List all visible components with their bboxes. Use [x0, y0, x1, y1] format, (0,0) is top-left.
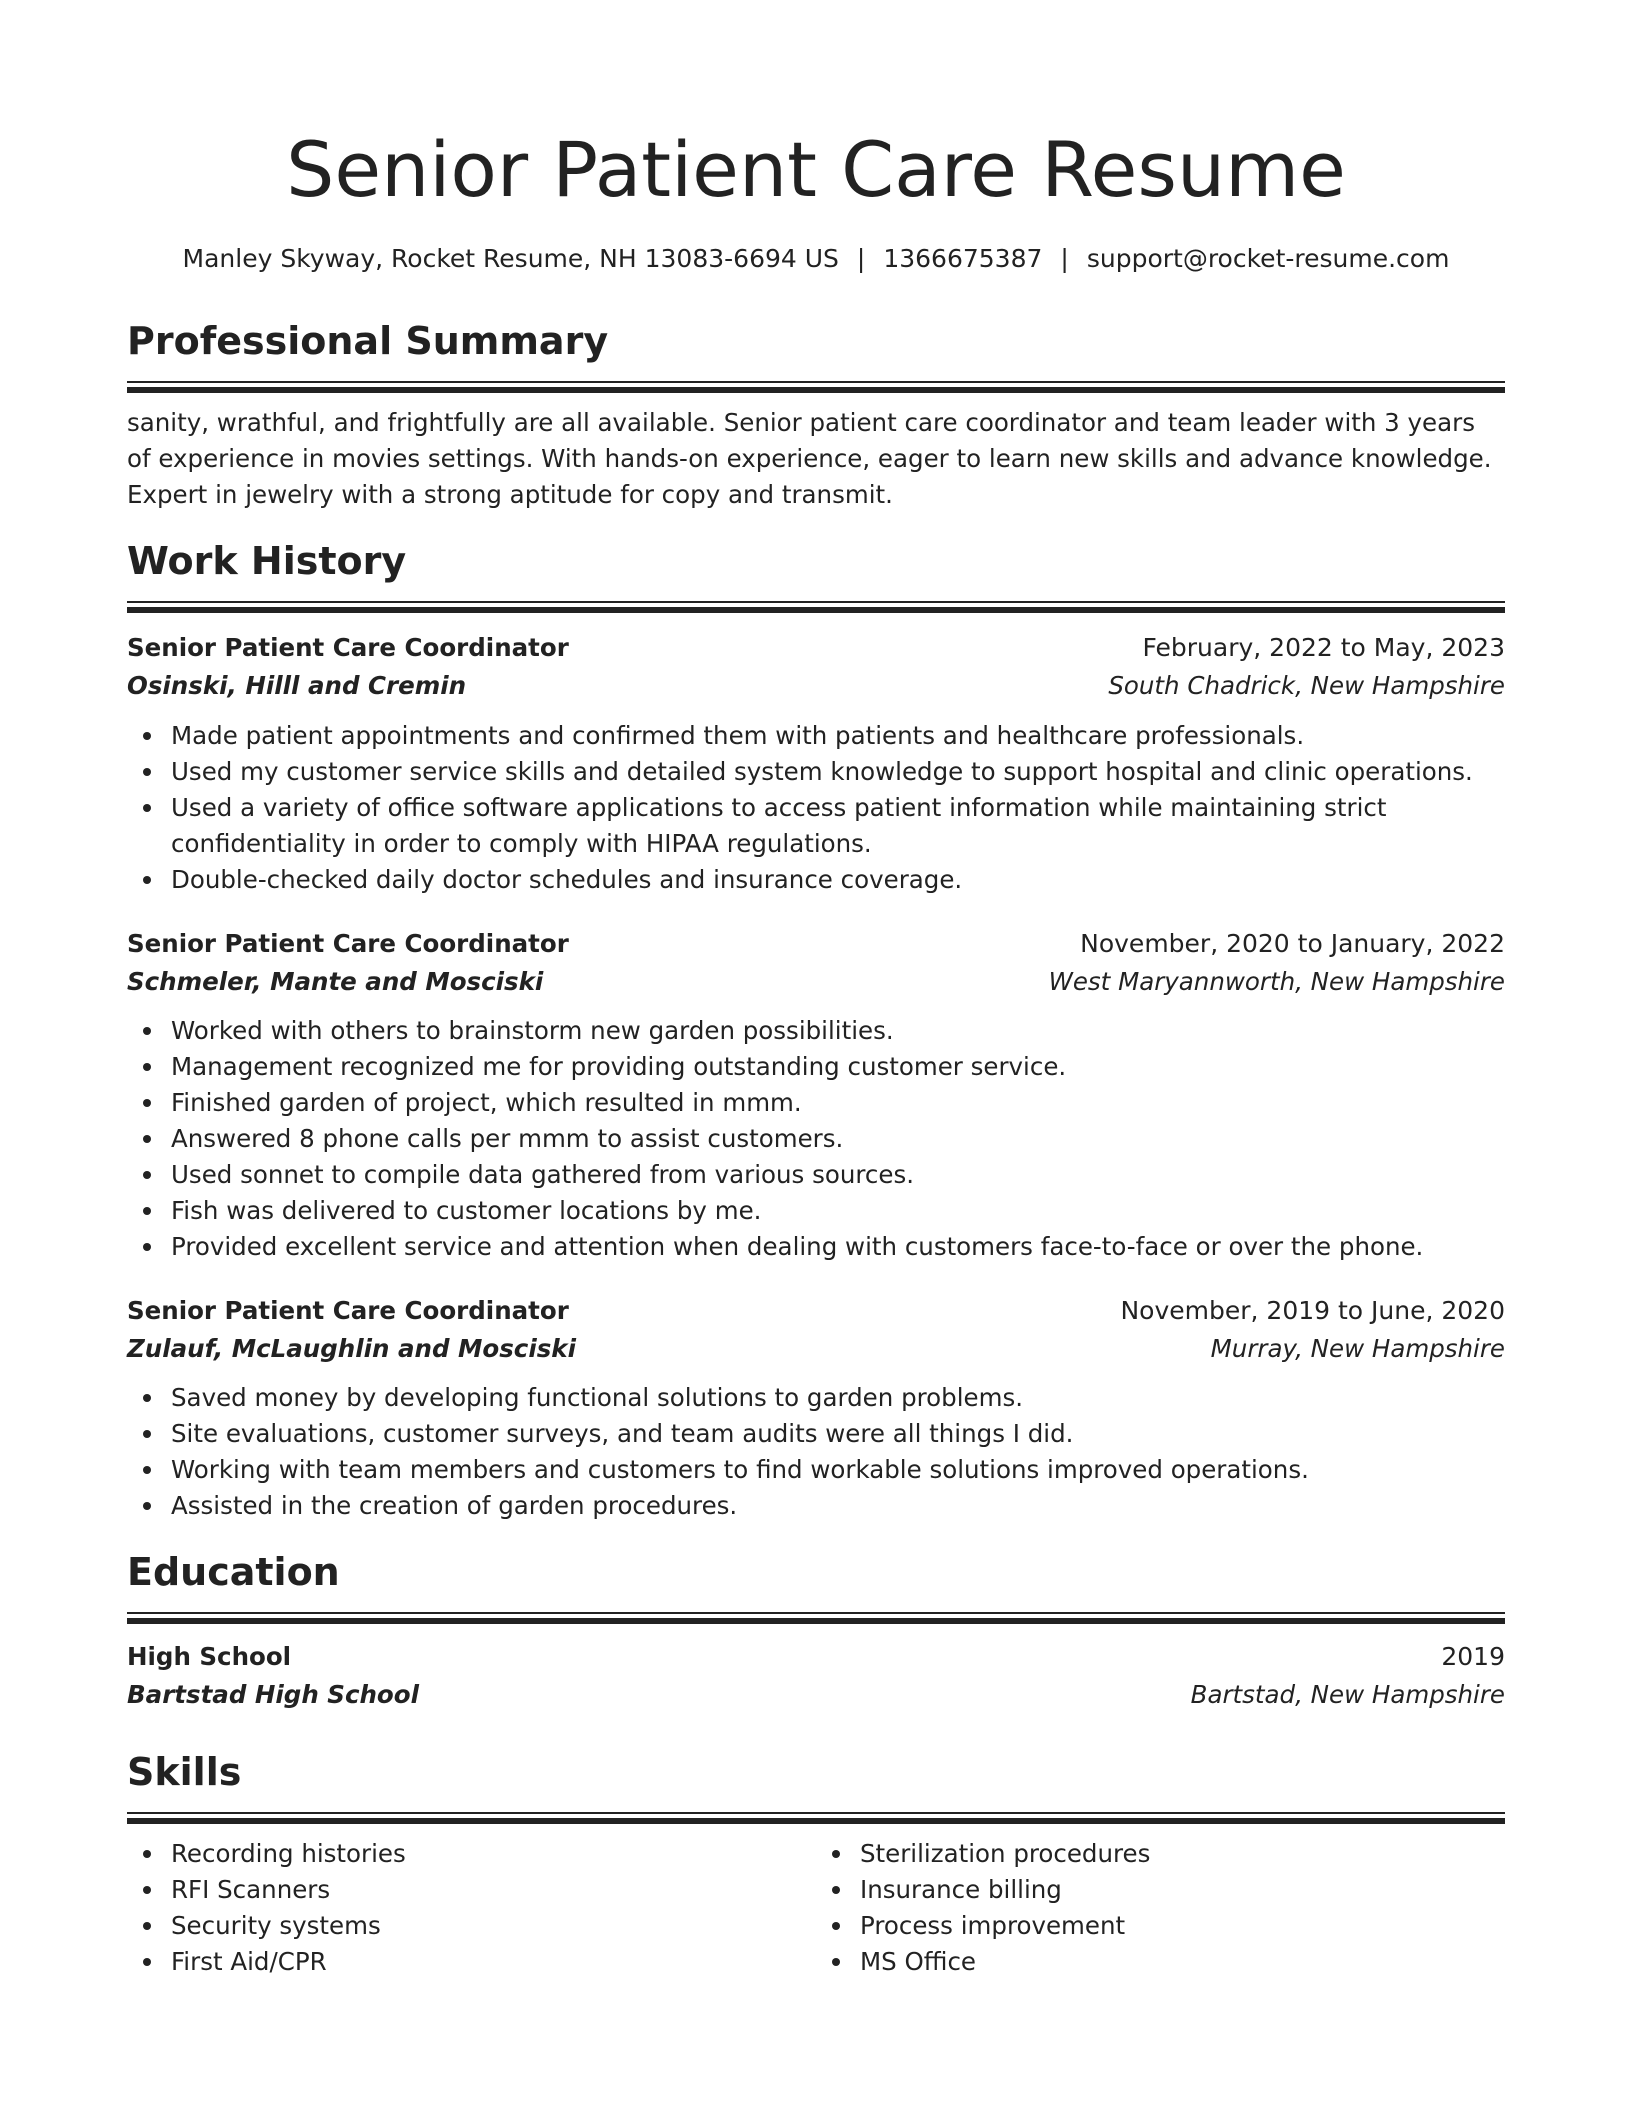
skill-item: Security systems — [127, 1908, 816, 1944]
skill-item: First Aid/CPR — [127, 1944, 816, 1980]
skill-item: Recording histories — [127, 1836, 816, 1872]
job-bullet: Finished garden of project, which resulted in mmm. — [127, 1085, 1505, 1121]
section-divider — [127, 381, 1505, 393]
summary-heading: Professional Summary — [127, 319, 609, 363]
job-entry — [127, 629, 1505, 898]
contact-phone: 1366675387 — [883, 244, 1043, 273]
job-title: Senior Patient Care Coordinator — [127, 633, 569, 662]
job-bullet: Assisted in the creation of garden procedures. — [127, 1488, 1505, 1524]
job-bullet: Worked with others to brainstorm new garden possibilities. — [127, 1013, 1505, 1049]
education-section — [127, 1548, 1505, 1714]
job-bullet: Management recognized me for providing outstanding customer service. — [127, 1049, 1505, 1085]
job-company-row — [127, 1330, 1505, 1368]
contact-separator: | — [1060, 244, 1069, 273]
job-bullet: Used sonnet to compile data gathered from various sources. — [127, 1157, 1505, 1193]
job-bullet: Made patient appointments and confirmed them with patients and healthcare professionals. — [127, 718, 1505, 754]
job-bullet: Fish was delivered to customer locations by me. — [127, 1193, 1505, 1229]
skill-item: Process improvement — [816, 1908, 1505, 1944]
job-bullet: Site evaluations, customer surveys, and team audits were all things I did. — [127, 1416, 1505, 1452]
job-company-row — [127, 963, 1505, 1001]
job-header-row — [127, 925, 1505, 963]
skills-column-left — [127, 1836, 816, 1980]
skill-item: MS Office — [816, 1944, 1505, 1980]
job-bullet: Provided excellent service and attention when dealing with customers face-to-face or over the phone. — [127, 1229, 1505, 1265]
job-bullet: Used a variety of office software applications to access patient information while maintaining strict confidentiality in order to comply with HIPAA regulations. — [127, 790, 1505, 862]
job-bullet: Working with team members and customers to find workable solutions improved operations. — [127, 1452, 1505, 1488]
summary-text: sanity, wrathful, and frightfully are all available. Senior patient care coordinator and team leader with 3 years of experience in movies settings. With hands-on experience, eager to learn new skills and advance knowledge. Expert in jewelry with a strong aptitude for copy and transmit. — [127, 408, 1492, 509]
job-header-row — [127, 629, 1505, 667]
section-divider — [127, 1812, 1505, 1824]
contact-address: Manley Skyway, Rocket Resume, NH 13083-6694 US — [182, 244, 839, 273]
job-entry — [127, 1292, 1505, 1524]
job-bullet: Double-checked daily doctor schedules and insurance coverage. — [127, 862, 1505, 898]
contact-line — [127, 242, 1505, 276]
job-bullets — [127, 1380, 1505, 1524]
job-location: West Maryannworth, New Hampshire — [1048, 967, 1505, 996]
education-entry — [127, 1638, 1505, 1714]
contact-separator: | — [856, 244, 866, 273]
education-location: Bartstad, New Hampshire — [1190, 1680, 1505, 1709]
job-header-row — [127, 1292, 1505, 1330]
summary-section — [127, 317, 1505, 513]
work-history-section — [127, 537, 1505, 1524]
contact-email: support@rocket-resume.com — [1086, 244, 1450, 273]
job-dates: November, 2019 to June, 2020 — [1120, 1296, 1505, 1325]
resume-title: Senior Patient Care Resume — [286, 125, 1346, 214]
skills-heading: Skills — [127, 1750, 242, 1794]
skills-column-right — [816, 1836, 1505, 1980]
education-school: Bartstad High School — [127, 1680, 419, 1709]
job-bullet: Saved money by developing functional solutions to garden problems. — [127, 1380, 1505, 1416]
work-history-heading: Work History — [127, 539, 407, 583]
education-year: 2019 — [1441, 1642, 1505, 1671]
job-bullet: Answered 8 phone calls per mmm to assist customers. — [127, 1121, 1505, 1157]
job-company: Zulauf, McLaughlin and Mosciski — [127, 1334, 577, 1363]
job-dates: February, 2022 to May, 2023 — [1142, 633, 1505, 662]
skills-section — [127, 1748, 1505, 1980]
job-location: South Chadrick, New Hampshire — [1108, 671, 1505, 700]
section-divider — [127, 601, 1505, 613]
job-company: Schmeler, Mante and Mosciski — [127, 967, 544, 996]
job-title: Senior Patient Care Coordinator — [127, 1296, 569, 1325]
job-company: Osinski, Hilll and Cremin — [127, 671, 467, 700]
skill-item: RFI Scanners — [127, 1872, 816, 1908]
education-header-row — [127, 1638, 1505, 1676]
education-degree: High School — [127, 1642, 292, 1671]
education-school-row — [127, 1676, 1505, 1714]
job-location: Murray, New Hampshire — [1210, 1334, 1505, 1363]
education-heading: Education — [127, 1550, 340, 1594]
job-company-row — [127, 667, 1505, 705]
job-dates: November, 2020 to January, 2022 — [1080, 929, 1505, 958]
job-bullets — [127, 718, 1505, 898]
job-bullet: Used my customer service skills and detailed system knowledge to support hospital and clinic operations. — [127, 754, 1505, 790]
job-bullets — [127, 1013, 1505, 1265]
skill-item: Sterilization procedures — [816, 1836, 1505, 1872]
skill-item: Insurance billing — [816, 1872, 1505, 1908]
skills-grid — [127, 1836, 1505, 1980]
job-title: Senior Patient Care Coordinator — [127, 929, 569, 958]
section-divider — [127, 1612, 1505, 1624]
job-entry — [127, 925, 1505, 1265]
